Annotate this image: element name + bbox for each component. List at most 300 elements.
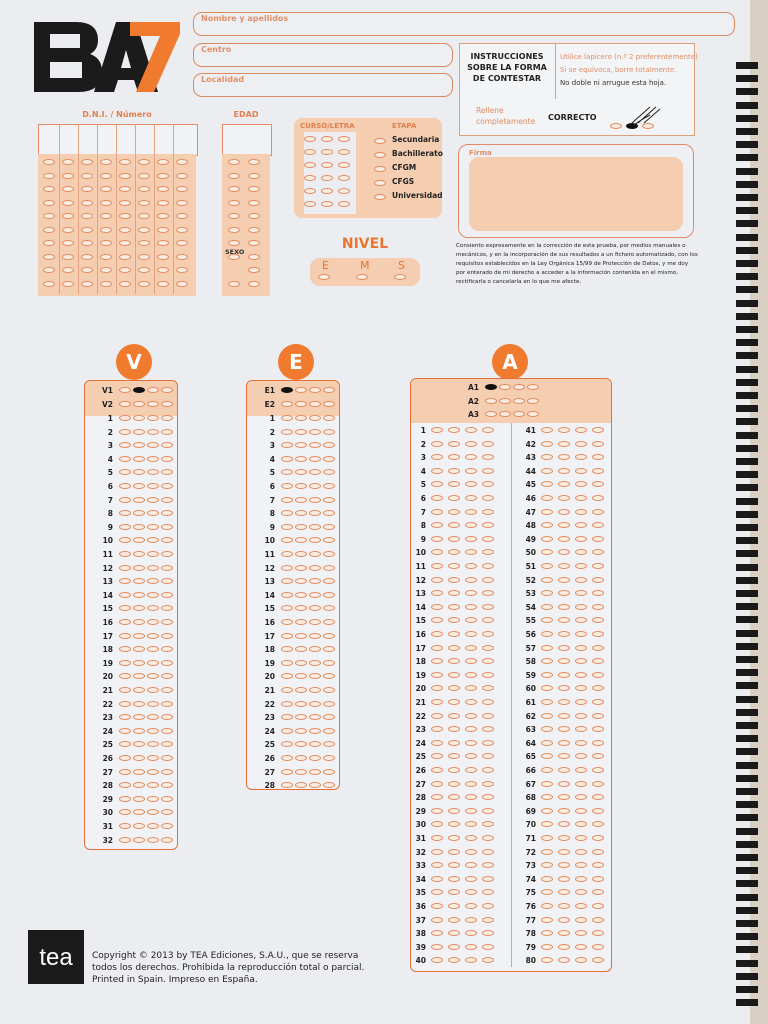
answer-bubble[interactable] [133,714,145,720]
answer-bubble[interactable] [147,387,159,393]
answer-bubble[interactable] [558,944,570,950]
answer-bubble[interactable] [541,454,553,460]
answer-bubble[interactable] [482,713,494,719]
signature-box[interactable] [458,144,694,238]
answer-bubble[interactable] [431,835,443,841]
answer-bubble[interactable] [541,835,553,841]
answer-bubble[interactable] [465,699,477,705]
answer-bubble[interactable] [161,510,173,516]
answer-bubble[interactable] [448,889,460,895]
answer-bubble[interactable] [465,672,477,678]
answer-bubble[interactable] [482,781,494,787]
answer-bubble[interactable] [281,782,293,788]
answer-bubble[interactable] [323,660,335,666]
id-digit-bubble[interactable] [62,213,74,219]
answer-bubble[interactable] [448,930,460,936]
answer-bubble[interactable] [448,944,460,950]
answer-bubble[interactable] [431,699,443,705]
answer-bubble[interactable] [575,713,587,719]
answer-bubble[interactable] [147,510,159,516]
answer-bubble[interactable] [541,767,553,773]
answer-bubble[interactable] [465,903,477,909]
answer-bubble[interactable] [323,387,335,393]
id-digit-bubble[interactable] [81,267,93,273]
id-digit-bubble[interactable] [157,267,169,273]
answer-bubble[interactable] [309,510,321,516]
answer-bubble[interactable] [465,454,477,460]
answer-bubble[interactable] [558,522,570,528]
answer-bubble[interactable] [482,509,494,515]
answer-bubble[interactable] [281,741,293,747]
answer-bubble[interactable] [575,522,587,528]
answer-bubble[interactable] [281,401,293,407]
answer-bubble[interactable] [309,387,321,393]
answer-bubble[interactable] [465,577,477,583]
answer-bubble[interactable] [323,469,335,475]
answer-bubble[interactable] [133,837,145,843]
age-digit-bubble[interactable] [228,240,240,246]
id-digit-bubble[interactable] [100,159,112,165]
answer-bubble[interactable] [119,619,131,625]
answer-bubble[interactable] [482,685,494,691]
answer-bubble[interactable] [558,767,570,773]
answer-bubble[interactable] [448,957,460,963]
answer-bubble[interactable] [161,741,173,747]
answer-bubble[interactable] [558,685,570,691]
id-digit-bubble[interactable] [138,213,150,219]
answer-bubble[interactable] [592,849,604,855]
answer-bubble[interactable] [281,714,293,720]
answer-bubble[interactable] [119,605,131,611]
id-digit-bubble[interactable] [81,186,93,192]
answer-bubble[interactable] [147,741,159,747]
answer-bubble[interactable] [448,468,460,474]
id-digit-bubble[interactable] [138,281,150,287]
answer-bubble[interactable] [465,849,477,855]
answer-bubble[interactable] [295,741,307,747]
answer-bubble[interactable] [161,537,173,543]
answer-bubble[interactable] [558,468,570,474]
answer-bubble[interactable] [541,917,553,923]
answer-bubble[interactable] [147,646,159,652]
answer-bubble[interactable] [323,429,335,435]
answer-bubble[interactable] [592,862,604,868]
answer-bubble[interactable] [309,578,321,584]
answer-bubble[interactable] [448,753,460,759]
answer-bubble[interactable] [575,441,587,447]
id-digit-bubble[interactable] [62,200,74,206]
answer-bubble[interactable] [482,604,494,610]
answer-bubble[interactable] [133,524,145,530]
answer-bubble[interactable] [295,415,307,421]
answer-bubble[interactable] [541,808,553,814]
answer-bubble[interactable] [575,821,587,827]
answer-bubble[interactable] [558,617,570,623]
answer-bubble[interactable] [541,441,553,447]
answer-bubble[interactable] [541,753,553,759]
age-digit-bubble[interactable] [248,200,260,206]
answer-bubble[interactable] [465,726,477,732]
answer-bubble[interactable] [592,481,604,487]
answer-bubble[interactable] [133,660,145,666]
answer-bubble[interactable] [119,673,131,679]
answer-bubble[interactable] [465,862,477,868]
answer-bubble[interactable] [465,617,477,623]
answer-bubble[interactable] [482,740,494,746]
answer-bubble[interactable] [592,617,604,623]
answer-bubble[interactable] [482,454,494,460]
answer-bubble[interactable] [431,781,443,787]
stage-bubble[interactable] [374,138,386,144]
course-bubble[interactable] [338,201,350,207]
answer-bubble[interactable] [575,495,587,501]
answer-bubble[interactable] [541,781,553,787]
answer-bubble[interactable] [323,687,335,693]
answer-bubble[interactable] [513,384,525,390]
answer-bubble[interactable] [465,604,477,610]
answer-bubble[interactable] [161,701,173,707]
answer-bubble[interactable] [592,522,604,528]
answer-bubble[interactable] [309,551,321,557]
answer-bubble[interactable] [575,889,587,895]
answer-bubble[interactable] [133,551,145,557]
answer-bubble[interactable] [309,565,321,571]
answer-bubble[interactable] [119,592,131,598]
answer-bubble[interactable] [431,509,443,515]
answer-bubble[interactable] [448,740,460,746]
id-digit-bubble[interactable] [157,227,169,233]
answer-bubble[interactable] [161,605,173,611]
answer-bubble[interactable] [431,794,443,800]
answer-bubble[interactable] [541,604,553,610]
id-digit-bubble[interactable] [119,254,131,260]
answer-bubble[interactable] [541,862,553,868]
answer-bubble[interactable] [147,578,159,584]
answer-bubble[interactable] [119,415,131,421]
course-bubble[interactable] [304,201,316,207]
course-bubble[interactable] [321,188,333,194]
answer-bubble[interactable] [295,497,307,503]
answer-bubble[interactable] [119,565,131,571]
answer-bubble[interactable] [295,565,307,571]
answer-bubble[interactable] [465,767,477,773]
answer-bubble[interactable] [575,876,587,882]
answer-bubble[interactable] [431,889,443,895]
answer-bubble[interactable] [482,726,494,732]
answer-bubble[interactable] [431,563,443,569]
answer-bubble[interactable] [592,740,604,746]
answer-bubble[interactable] [575,685,587,691]
answer-bubble[interactable] [161,837,173,843]
answer-bubble[interactable] [592,563,604,569]
answer-bubble[interactable] [592,468,604,474]
answer-bubble[interactable] [592,781,604,787]
answer-bubble[interactable] [323,701,335,707]
id-digit-bubble[interactable] [81,227,93,233]
answer-bubble[interactable] [465,957,477,963]
id-digit-bubble[interactable] [62,227,74,233]
answer-bubble[interactable] [465,658,477,664]
answer-bubble[interactable] [281,755,293,761]
answer-bubble[interactable] [482,631,494,637]
answer-bubble[interactable] [119,782,131,788]
answer-bubble[interactable] [482,821,494,827]
id-digit-bubble[interactable] [119,213,131,219]
answer-bubble[interactable] [323,714,335,720]
answer-bubble[interactable] [448,617,460,623]
answer-bubble[interactable] [513,398,525,404]
answer-bubble[interactable] [592,685,604,691]
answer-bubble[interactable] [309,619,321,625]
answer-bubble[interactable] [541,590,553,596]
answer-bubble[interactable] [133,565,145,571]
id-digit-bubble[interactable] [100,281,112,287]
answer-bubble[interactable] [161,469,173,475]
answer-bubble[interactable] [133,728,145,734]
age-digit-bubble[interactable] [248,173,260,179]
answer-bubble[interactable] [448,726,460,732]
answer-bubble[interactable] [575,590,587,596]
answer-bubble[interactable] [541,577,553,583]
id-digit-bubble[interactable] [176,281,188,287]
answer-bubble[interactable] [323,592,335,598]
answer-bubble[interactable] [133,483,145,489]
id-digit-bubble[interactable] [62,240,74,246]
answer-bubble[interactable] [575,509,587,515]
answer-bubble[interactable] [448,645,460,651]
answer-bubble[interactable] [558,835,570,841]
answer-bubble[interactable] [281,660,293,666]
answer-bubble[interactable] [541,944,553,950]
answer-bubble[interactable] [558,726,570,732]
answer-bubble[interactable] [499,398,511,404]
answer-bubble[interactable] [295,687,307,693]
answer-bubble[interactable] [431,713,443,719]
course-bubble[interactable] [338,188,350,194]
id-digit-bubble[interactable] [43,254,55,260]
center-field[interactable] [193,43,453,67]
id-digit-bubble[interactable] [43,200,55,206]
answer-bubble[interactable] [323,565,335,571]
answer-bubble[interactable] [119,469,131,475]
answer-bubble[interactable] [119,809,131,815]
answer-bubble[interactable] [448,876,460,882]
age-digit-bubble[interactable] [228,227,240,233]
id-digit-bubble[interactable] [138,254,150,260]
answer-bubble[interactable] [541,672,553,678]
answer-bubble[interactable] [482,930,494,936]
answer-bubble[interactable] [281,469,293,475]
id-digit-bubble[interactable] [81,200,93,206]
answer-bubble[interactable] [431,903,443,909]
answer-bubble[interactable] [295,714,307,720]
answer-bubble[interactable] [133,401,145,407]
id-digit-bubble[interactable] [62,267,74,273]
answer-bubble[interactable] [448,495,460,501]
answer-bubble[interactable] [465,889,477,895]
answer-bubble[interactable] [161,619,173,625]
answer-bubble[interactable] [147,823,159,829]
answer-bubble[interactable] [323,673,335,679]
answer-bubble[interactable] [558,631,570,637]
answer-bubble[interactable] [541,522,553,528]
answer-bubble[interactable] [575,549,587,555]
answer-bubble[interactable] [119,429,131,435]
locality-field[interactable] [193,73,453,97]
answer-bubble[interactable] [448,604,460,610]
answer-bubble[interactable] [448,672,460,678]
answer-bubble[interactable] [119,728,131,734]
age-digit-bubble[interactable] [248,240,260,246]
age-digit-bubble[interactable] [248,227,260,233]
answer-bubble[interactable] [575,454,587,460]
answer-bubble[interactable] [541,726,553,732]
answer-bubble[interactable] [575,767,587,773]
answer-bubble[interactable] [448,522,460,528]
answer-bubble[interactable] [147,401,159,407]
answer-bubble[interactable] [161,592,173,598]
answer-bubble[interactable] [295,401,307,407]
age-digit-bubble[interactable] [228,173,240,179]
answer-bubble[interactable] [575,903,587,909]
answer-bubble[interactable] [558,645,570,651]
id-digit-bubble[interactable] [43,173,55,179]
answer-bubble[interactable] [147,660,159,666]
answer-bubble[interactable] [431,549,443,555]
id-digit-bubble[interactable] [43,186,55,192]
id-digit-bubble[interactable] [119,281,131,287]
answer-bubble[interactable] [558,658,570,664]
answer-bubble[interactable] [147,524,159,530]
answer-bubble[interactable] [592,876,604,882]
answer-bubble[interactable] [575,849,587,855]
answer-bubble[interactable] [161,442,173,448]
answer-bubble[interactable] [482,590,494,596]
age-digit-bubble[interactable] [248,186,260,192]
answer-bubble[interactable] [465,441,477,447]
answer-bubble[interactable] [541,821,553,827]
answer-bubble[interactable] [309,442,321,448]
answer-bubble[interactable] [541,713,553,719]
answer-bubble[interactable] [482,481,494,487]
answer-bubble[interactable] [147,456,159,462]
answer-bubble[interactable] [161,728,173,734]
answer-bubble[interactable] [133,687,145,693]
id-digit-bubble[interactable] [138,159,150,165]
answer-bubble[interactable] [558,427,570,433]
answer-bubble[interactable] [558,590,570,596]
answer-bubble[interactable] [323,497,335,503]
answer-bubble[interactable] [448,917,460,923]
answer-bubble[interactable] [431,876,443,882]
answer-bubble[interactable] [448,549,460,555]
answer-bubble[interactable] [482,658,494,664]
age-digit-bubble[interactable] [228,281,240,287]
answer-bubble[interactable] [558,781,570,787]
answer-bubble[interactable] [161,456,173,462]
answer-bubble[interactable] [309,687,321,693]
answer-bubble[interactable] [309,483,321,489]
answer-bubble[interactable] [541,617,553,623]
id-digit-bubble[interactable] [100,200,112,206]
answer-bubble[interactable] [482,849,494,855]
answer-bubble[interactable] [465,944,477,950]
id-digit-bubble[interactable] [119,173,131,179]
answer-bubble[interactable] [431,427,443,433]
answer-bubble[interactable] [592,903,604,909]
answer-bubble[interactable] [295,592,307,598]
answer-bubble[interactable] [558,930,570,936]
answer-bubble[interactable] [147,728,159,734]
answer-bubble[interactable] [119,578,131,584]
level-bubble[interactable] [318,274,330,280]
answer-bubble[interactable] [431,740,443,746]
answer-bubble[interactable] [575,726,587,732]
answer-bubble[interactable] [133,782,145,788]
answer-bubble[interactable] [482,536,494,542]
answer-bubble[interactable] [541,699,553,705]
course-bubble[interactable] [338,162,350,168]
answer-bubble[interactable] [161,687,173,693]
answer-bubble[interactable] [309,401,321,407]
answer-bubble[interactable] [119,769,131,775]
answer-bubble[interactable] [448,590,460,596]
answer-bubble[interactable] [592,767,604,773]
answer-bubble[interactable] [161,387,173,393]
answer-bubble[interactable] [558,481,570,487]
answer-bubble[interactable] [119,660,131,666]
answer-bubble[interactable] [119,387,131,393]
answer-bubble[interactable] [295,429,307,435]
answer-bubble[interactable] [541,468,553,474]
answer-bubble[interactable] [482,617,494,623]
answer-bubble[interactable] [431,604,443,610]
age-digit-bubble[interactable] [228,159,240,165]
answer-bubble[interactable] [323,578,335,584]
answer-bubble[interactable] [281,510,293,516]
answer-bubble[interactable] [575,862,587,868]
age-digit-bubble[interactable] [248,254,260,260]
stage-bubble[interactable] [374,166,386,172]
answer-bubble[interactable] [482,917,494,923]
answer-bubble[interactable] [281,673,293,679]
answer-bubble[interactable] [592,753,604,759]
answer-bubble[interactable] [448,481,460,487]
answer-bubble[interactable] [119,633,131,639]
answer-bubble[interactable] [592,441,604,447]
answer-bubble[interactable] [309,660,321,666]
answer-bubble[interactable] [482,903,494,909]
id-digit-bubble[interactable] [119,186,131,192]
answer-bubble[interactable] [592,454,604,460]
id-digit-bubble[interactable] [157,173,169,179]
answer-bubble[interactable] [592,590,604,596]
answer-bubble[interactable] [448,821,460,827]
answer-bubble[interactable] [575,577,587,583]
answer-bubble[interactable] [119,701,131,707]
answer-bubble[interactable] [295,728,307,734]
stage-bubble[interactable] [374,194,386,200]
answer-bubble[interactable] [431,658,443,664]
answer-bubble[interactable] [431,849,443,855]
answer-bubble[interactable] [309,728,321,734]
answer-bubble[interactable] [295,483,307,489]
answer-bubble[interactable] [592,495,604,501]
answer-bubble[interactable] [295,524,307,530]
answer-bubble[interactable] [592,917,604,923]
answer-bubble[interactable] [465,808,477,814]
answer-bubble[interactable] [465,835,477,841]
